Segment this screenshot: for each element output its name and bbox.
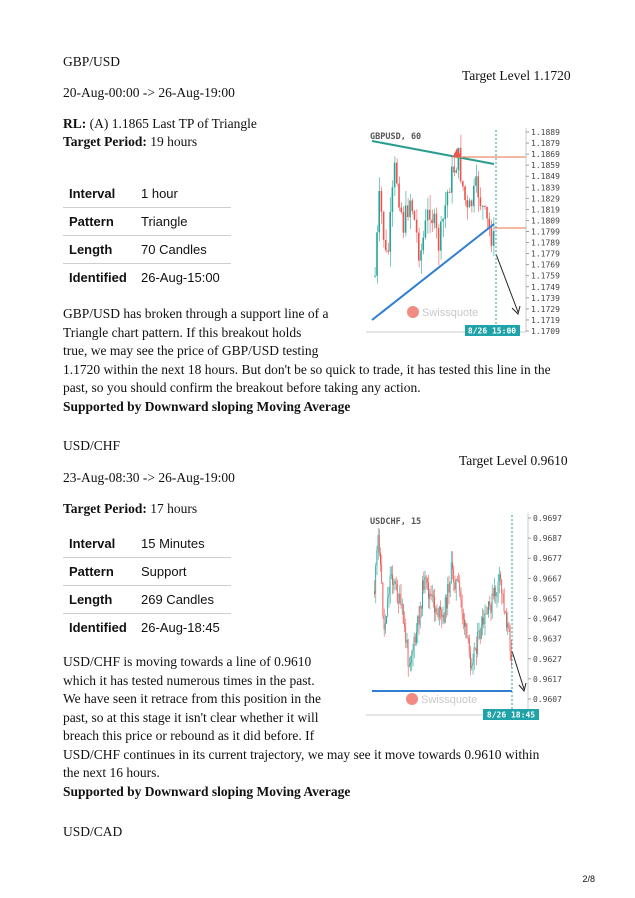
candle-body <box>455 170 457 173</box>
candle-body <box>392 187 394 212</box>
date-tag: 8/26 15:00 <box>467 326 517 336</box>
candle-body <box>505 611 506 613</box>
axis-tick-label: 1.1869 <box>531 150 560 160</box>
candle-body <box>418 616 419 625</box>
support-note: Supported by Downward sloping Moving Average <box>63 398 351 414</box>
candle-body <box>398 602 399 603</box>
body-line: breach this price or rebound as it did before. If <box>63 728 315 743</box>
candle-body <box>483 618 484 625</box>
body-line: past, so you should confirm the breakout before taking any action. <box>63 380 421 395</box>
candle-body <box>423 580 424 590</box>
candle-body <box>447 192 449 206</box>
candle-body <box>425 220 427 237</box>
candle-body <box>427 210 429 221</box>
axis-tick-label: 1.1809 <box>531 216 560 226</box>
candle-body <box>396 163 398 184</box>
candle-body <box>440 222 442 251</box>
axis-tick-label: 1.1839 <box>531 183 560 193</box>
axis-tick-label: 0.9677 <box>533 554 562 564</box>
candle-body <box>386 616 387 623</box>
candle-body <box>444 205 446 218</box>
candle-body <box>440 607 441 611</box>
body-line: 1.1720 within the next 18 hours. But don't be so quick to trade, it has tested this line in the <box>63 361 551 377</box>
candle-body <box>482 618 483 626</box>
table-value: 1 hour <box>135 180 231 208</box>
candle-body <box>468 638 469 639</box>
candle-body <box>442 615 443 617</box>
axis-tick-label: 0.9647 <box>533 614 562 624</box>
candle-body <box>496 592 497 597</box>
candle-body <box>458 581 459 582</box>
candle-body <box>429 593 430 598</box>
target-period-value: 19 hours <box>146 134 198 149</box>
axis-tick-label: 1.1709 <box>531 327 560 336</box>
candle-body <box>381 565 382 583</box>
candle-body <box>464 186 466 200</box>
candle-body <box>426 577 427 579</box>
candle-body <box>414 211 416 220</box>
candle-body <box>460 148 462 181</box>
table-value: 26-Aug-18:45 <box>141 620 220 635</box>
candle-body <box>414 637 415 651</box>
axis-tick-label: 1.1759 <box>531 271 560 281</box>
candle-body <box>420 250 422 260</box>
candle-body <box>453 569 454 582</box>
candle-body <box>405 205 407 232</box>
table-key: Length <box>63 236 135 264</box>
candle-body <box>416 632 417 643</box>
candle-body <box>488 601 489 613</box>
candle-body <box>422 580 423 608</box>
candle-body <box>400 208 402 212</box>
candle-body <box>433 214 435 224</box>
candle-body <box>460 591 461 600</box>
analysis-paragraph-usdchf <box>63 653 583 801</box>
target-period-gbpusd <box>63 133 197 151</box>
table-key: Pattern <box>63 208 135 236</box>
candle-body <box>510 628 511 651</box>
candle-body <box>382 583 383 615</box>
axis-tick-label: 1.1889 <box>531 128 560 137</box>
candle-body <box>450 582 451 593</box>
axis-tick-label: 1.1829 <box>531 194 560 204</box>
candle-body <box>378 535 379 550</box>
candle-body <box>448 584 449 592</box>
date-range-usdchf: 23-Aug-08:30 -> 26-Aug-19:00 <box>63 470 235 485</box>
candle-body <box>449 192 451 193</box>
candle-body <box>480 197 482 206</box>
candle-body <box>506 613 507 627</box>
support-note: Supported by Downward sloping Moving Average <box>63 783 351 799</box>
candle-body <box>484 206 486 207</box>
chart-symbol: GBPUSD, 60 <box>370 132 422 142</box>
candle-body <box>380 553 381 565</box>
axis-tick-label: 0.9627 <box>533 654 562 664</box>
candle-body <box>436 214 438 228</box>
table-key: Identified <box>69 620 127 635</box>
candle-body <box>480 631 481 639</box>
axis-tick-label: 0.9637 <box>533 634 562 644</box>
candle-body <box>415 637 416 643</box>
info-table-gbpusd <box>63 180 231 291</box>
target-level-usdchf: Target Level 0.9610 <box>459 453 568 468</box>
candle-body <box>385 623 386 629</box>
candle-body <box>475 648 476 649</box>
candle-body <box>388 594 389 597</box>
candle-body <box>387 597 388 616</box>
candle-body <box>456 579 457 589</box>
candle-body <box>459 581 460 591</box>
candle-body <box>420 606 421 625</box>
candle-body <box>381 191 383 212</box>
candle-body <box>404 623 405 626</box>
axis-tick-label: 1.1739 <box>531 293 560 303</box>
candle-body <box>394 581 395 584</box>
candle-body <box>375 566 376 594</box>
candle-body <box>433 595 434 597</box>
candle-body <box>400 594 401 605</box>
body-line: We have seen it retrace from this position in the <box>63 691 321 706</box>
candle-body <box>486 614 487 615</box>
table-row <box>63 558 231 586</box>
candle-body <box>384 615 385 629</box>
table-value: 26-Aug-15:00 <box>141 270 220 285</box>
candle-body <box>399 594 400 603</box>
date-range-gbpusd: 20-Aug-00:00 -> 26-Aug-19:00 <box>63 85 235 100</box>
candle-body <box>397 584 398 602</box>
candle-body <box>438 228 440 251</box>
pair-title-usdcad: USD/CAD <box>63 824 123 839</box>
candle-body <box>466 623 467 637</box>
table-key: Pattern <box>63 558 135 586</box>
axis-tick-label: 1.1769 <box>531 260 560 270</box>
candle-body <box>478 631 479 632</box>
candle-body <box>463 613 464 619</box>
candle-body <box>489 601 490 605</box>
candle-body <box>402 604 403 605</box>
candle-body <box>392 574 393 584</box>
candle-body <box>451 166 453 192</box>
table-key: Interval <box>63 180 135 208</box>
candle-body <box>376 232 378 275</box>
candle-body <box>396 581 397 584</box>
candle-body <box>486 207 488 219</box>
candle-body <box>447 584 448 608</box>
body-line: Triangle chart pattern. If this breakout holds <box>63 324 302 340</box>
candle-body <box>398 183 400 207</box>
candle-body <box>465 623 466 626</box>
candle-body <box>446 597 447 608</box>
candle-body <box>411 201 413 212</box>
axis-tick-label: 1.1719 <box>531 315 560 325</box>
analysis-paragraph-gbpusd <box>63 305 583 416</box>
candle-body <box>374 591 375 594</box>
candle-body <box>451 562 452 582</box>
candle-body <box>493 594 494 596</box>
axis-tick-label: 0.9667 <box>533 574 562 584</box>
candle-body <box>441 610 442 617</box>
candle-body <box>471 200 473 206</box>
body-line: past, so at this stage it isn't clear whether it will <box>63 709 319 725</box>
candle-body <box>436 608 437 614</box>
candle-body <box>409 201 411 218</box>
candle-body <box>424 577 425 590</box>
body-line: USD/CHF is moving towards a line of 0.9610 <box>63 654 312 669</box>
axis-tick-label: 1.1789 <box>531 238 560 248</box>
body-line: USD/CHF continues in its current trajectory, we may see it move towards 0.9610 within <box>63 746 540 762</box>
table-value: 70 Candles <box>135 236 231 264</box>
candle-body <box>487 614 488 615</box>
axis-tick-label: 0.9657 <box>533 594 562 604</box>
table-row <box>63 530 231 558</box>
candle-body <box>466 200 468 207</box>
candle-body <box>418 233 420 261</box>
candle-body <box>442 219 444 222</box>
candle-body <box>407 205 409 217</box>
axis-tick-label: 1.1859 <box>531 161 560 171</box>
candle-body <box>379 535 380 553</box>
axis-tick-label: 1.1729 <box>531 304 560 314</box>
table-row <box>63 586 231 614</box>
axis-tick-label: 1.1849 <box>531 172 560 182</box>
candle-body <box>374 276 376 277</box>
table-key: Length <box>63 586 135 614</box>
target-period-usdchf <box>63 500 197 518</box>
table-value: 269 Candles <box>135 586 231 614</box>
candle-body <box>504 594 505 611</box>
candle-body <box>428 583 429 599</box>
candle-body <box>462 181 464 186</box>
target-period-value: 17 hours <box>146 501 198 516</box>
candle-body <box>492 594 493 613</box>
pair-title-usdchf: USD/CHF <box>63 438 121 453</box>
date-tag: 8/26 18:45 <box>486 710 536 720</box>
candle-body <box>422 238 424 251</box>
axis-tick-label: 0.9697 <box>533 514 562 523</box>
axis-tick-label: 1.1749 <box>531 282 560 292</box>
candle-body <box>416 220 418 233</box>
candle-body <box>376 550 377 566</box>
target-period-label: Target Period: <box>63 501 147 516</box>
candle-body <box>435 608 436 612</box>
candle-body <box>427 579 428 583</box>
target-level-gbpusd: Target Level 1.1720 <box>462 68 571 83</box>
axis-tick-label: 1.1879 <box>531 139 560 149</box>
axis-tick-label: 1.1819 <box>531 205 560 215</box>
page-number: 2/8 <box>582 874 595 884</box>
candle-body <box>438 614 439 617</box>
candle-body <box>464 619 465 626</box>
candle-body <box>383 212 385 240</box>
table-key: Interval <box>63 530 135 558</box>
axis-tick-label: 1.1779 <box>531 249 560 259</box>
candle-body <box>417 616 418 632</box>
table-value: Triangle <box>135 208 231 236</box>
table-row <box>63 264 231 292</box>
candle-body <box>477 632 478 654</box>
candle-body <box>499 574 500 581</box>
candle-body <box>403 212 405 233</box>
candle-body <box>430 593 431 596</box>
candle-body <box>405 626 406 642</box>
candle-body <box>484 614 485 625</box>
candle-body <box>431 220 433 224</box>
candle-body <box>406 640 407 643</box>
candle-body <box>403 604 404 623</box>
candle-body <box>500 574 501 579</box>
table-row <box>63 180 231 208</box>
candle-body <box>439 607 440 618</box>
candle-body <box>490 605 491 613</box>
candle-body <box>429 210 431 220</box>
candle-body <box>469 200 471 207</box>
rl-line-gbpusd <box>63 115 257 133</box>
axis-tick-label: 0.9687 <box>533 534 562 544</box>
candle-body <box>475 176 477 186</box>
candle-body <box>454 582 455 589</box>
candle-body <box>477 176 479 197</box>
candle-body <box>389 212 391 252</box>
candle-body <box>432 595 433 596</box>
candle-body <box>393 584 394 585</box>
candle-body <box>481 625 482 639</box>
candle-body <box>469 638 470 653</box>
info-table-usdchf <box>63 530 231 641</box>
axis-tick-label: 1.1799 <box>531 227 560 237</box>
table-row <box>63 614 231 642</box>
candle-body <box>462 600 463 613</box>
watermark-text: Swissquote <box>422 307 479 319</box>
candle-body <box>385 240 387 251</box>
body-line: GBP/USD has broken through a support line of a <box>63 306 329 321</box>
axis-tick-label: 0.9617 <box>533 674 562 684</box>
candle-body <box>387 250 389 251</box>
table-row <box>63 236 231 264</box>
candle-body <box>457 579 458 580</box>
candle-body <box>453 166 455 172</box>
candle-body <box>494 587 495 595</box>
candle-body <box>421 606 422 608</box>
target-period-label: Target Period: <box>63 134 147 149</box>
candle-body <box>434 597 435 612</box>
table-value: 15 Minutes <box>135 530 231 558</box>
candle-body <box>444 615 445 622</box>
candle-body <box>493 231 495 246</box>
chart-symbol: USDCHF, 15 <box>370 517 422 527</box>
candle-body <box>491 228 493 246</box>
candle-body <box>391 574 392 575</box>
candle-body <box>482 206 484 207</box>
candle-body <box>507 623 508 627</box>
table-value: Support <box>135 558 231 586</box>
body-line: the next 16 hours. <box>63 765 160 780</box>
table-row <box>63 208 231 236</box>
candle-body <box>501 579 502 593</box>
axis-tick-label: 0.9607 <box>533 695 562 704</box>
body-line: which it has tested numerous times in the past. <box>63 672 315 688</box>
table-key: Identified <box>69 270 127 285</box>
candle-body <box>495 587 496 596</box>
watermark-text: Swissquote <box>421 694 478 706</box>
candle-body <box>508 623 509 628</box>
rl-value: (A) 1.1865 Last TP of Triangle <box>86 116 257 131</box>
candle-body <box>473 186 475 206</box>
candle-body <box>390 576 391 595</box>
candle-body <box>498 582 499 592</box>
candle-body <box>452 562 453 569</box>
pair-title-gbpusd: GBP/USD <box>63 54 121 69</box>
candle-body <box>378 191 380 232</box>
candle-body <box>502 593 503 594</box>
candle-body <box>445 597 446 622</box>
candle-body <box>394 163 396 188</box>
body-line: true, we may see the price of GBP/USD testing <box>63 343 319 358</box>
rl-label: RL: <box>63 116 87 131</box>
